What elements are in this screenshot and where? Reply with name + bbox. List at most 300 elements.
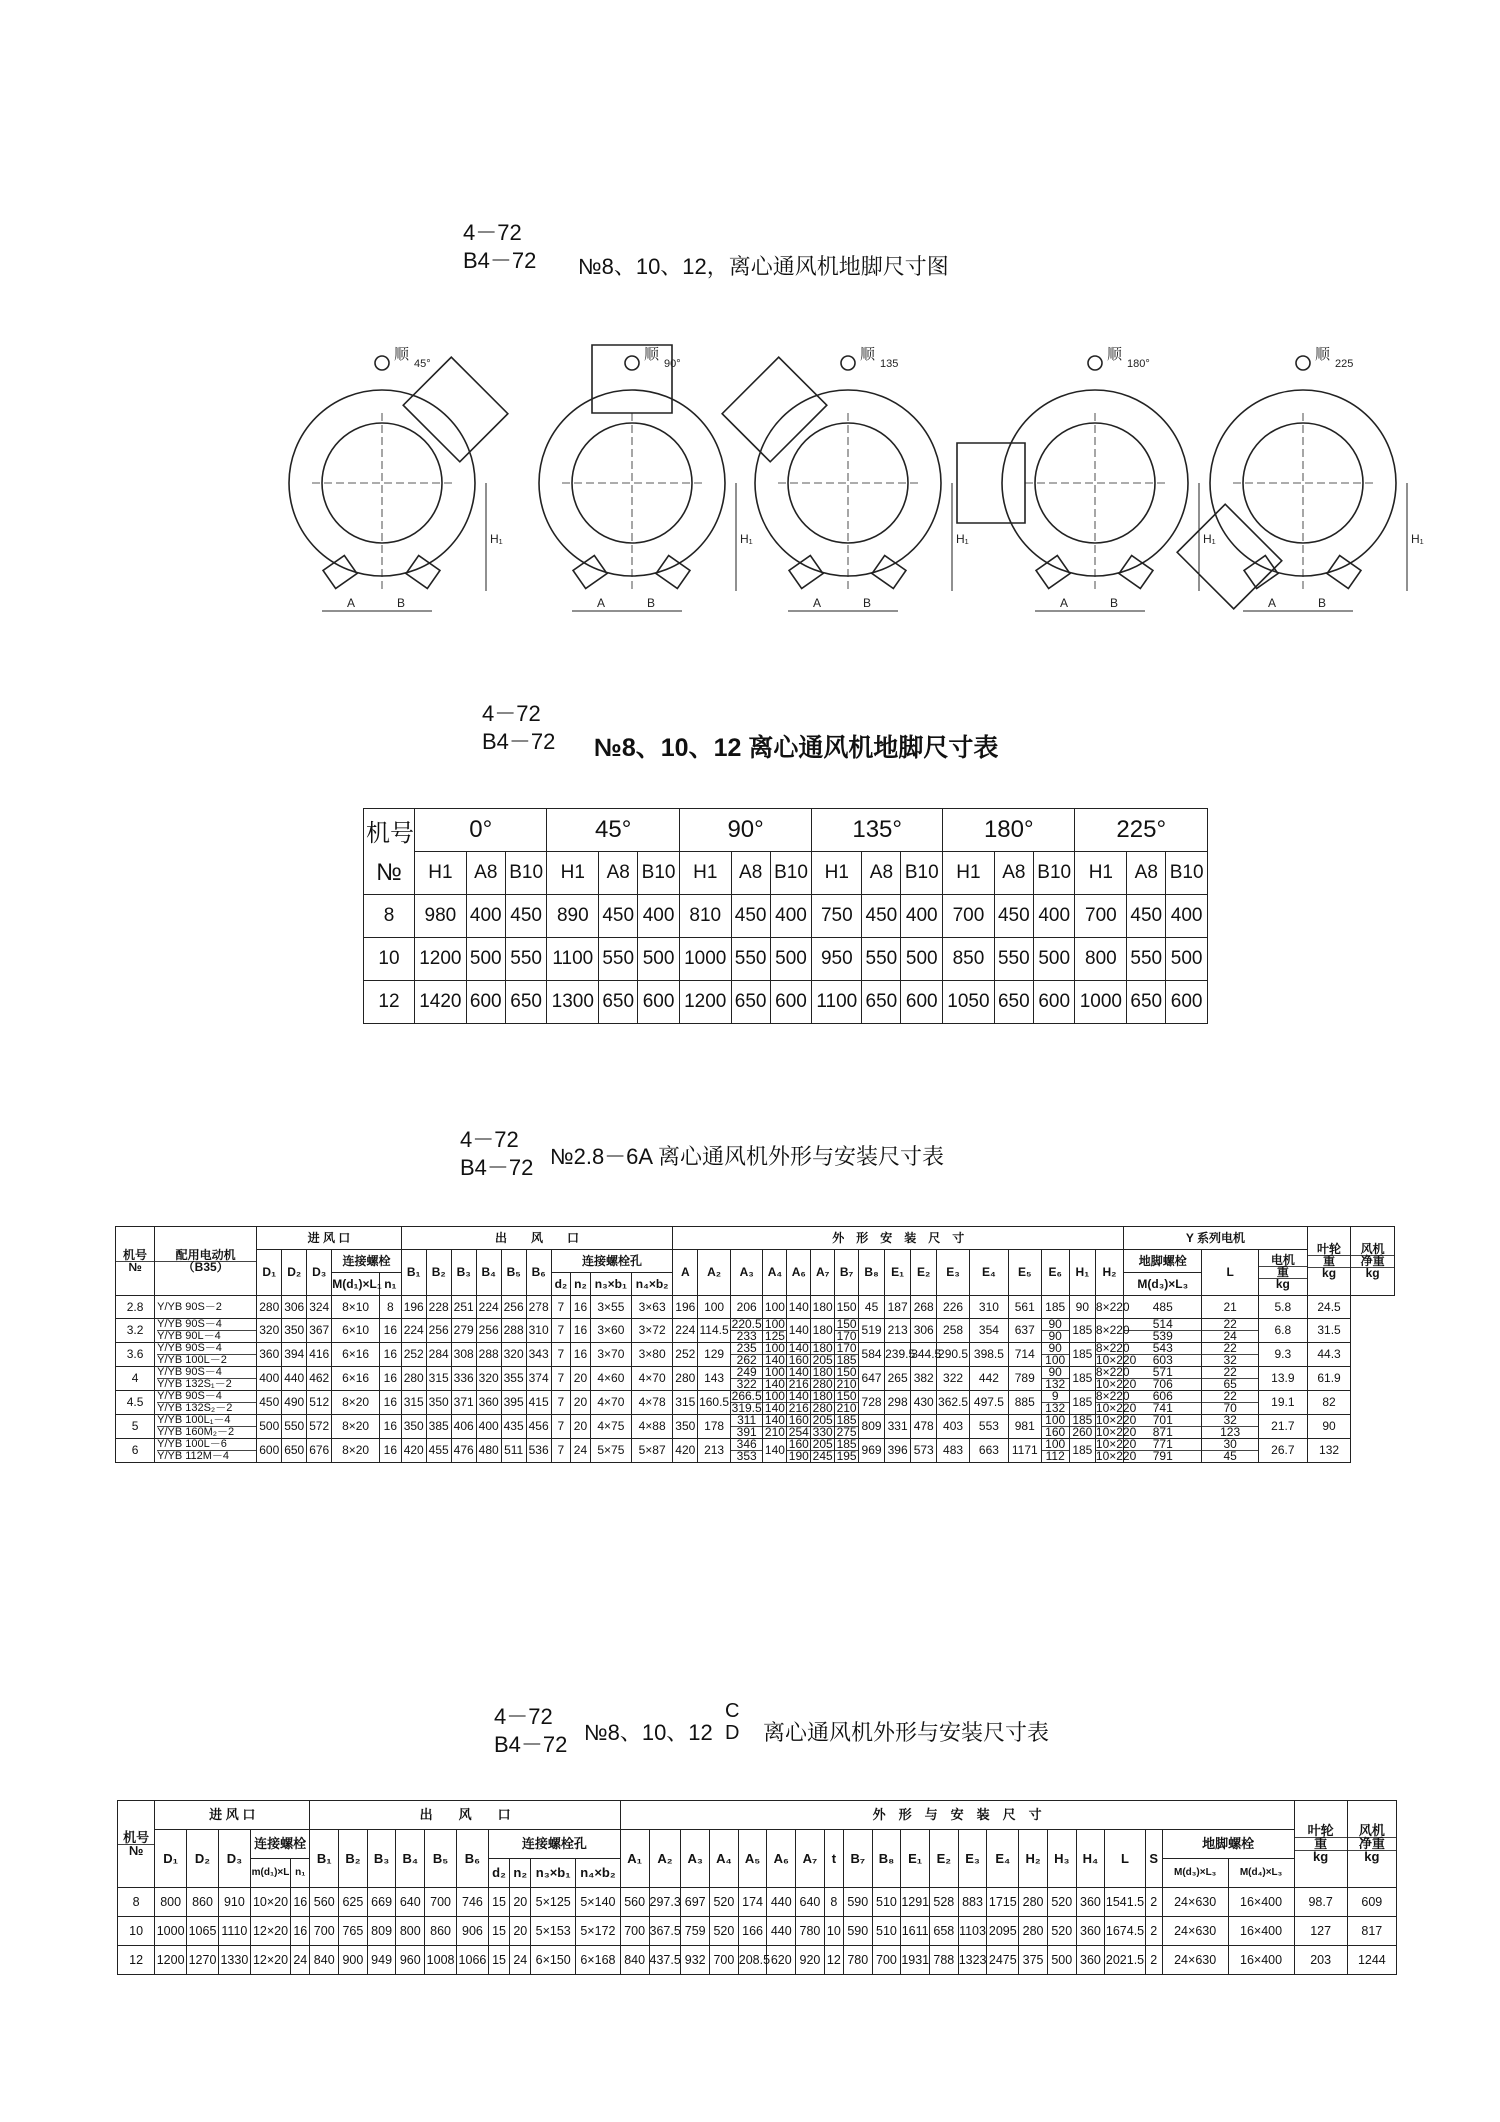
col-header: B₃ bbox=[367, 1830, 396, 1888]
stacked-values bbox=[811, 1391, 834, 1414]
value-cell: 20 bbox=[571, 1415, 591, 1439]
stacked-values bbox=[155, 1247, 256, 1274]
value-cell bbox=[787, 1415, 811, 1439]
fan-drawings-svg bbox=[270, 346, 1424, 615]
value-cell: 528 bbox=[930, 1888, 959, 1917]
header-inlet: 进 风 口 bbox=[155, 1801, 310, 1830]
stacked-values bbox=[1308, 1241, 1350, 1280]
value-cell: 590 bbox=[843, 1917, 872, 1946]
table-row bbox=[116, 1296, 1395, 1319]
header-bolt-hole: 连接螺栓孔 bbox=[488, 1830, 620, 1859]
stacked-value: 90 bbox=[1048, 1329, 1062, 1343]
value-cell: 478 bbox=[911, 1415, 937, 1439]
value-cell: 789 bbox=[1008, 1367, 1041, 1391]
value-cell bbox=[730, 1367, 763, 1391]
stacked-value: 871 bbox=[1152, 1425, 1173, 1439]
stacked-values bbox=[1348, 1825, 1396, 1863]
value-cell: 440 bbox=[282, 1367, 307, 1391]
value-cell: 208.5 bbox=[738, 1946, 767, 1975]
col-header: D₃ bbox=[218, 1830, 250, 1888]
value-cell bbox=[763, 1367, 787, 1391]
value-cell: 650 bbox=[731, 981, 770, 1024]
value-cell bbox=[1041, 1439, 1069, 1463]
value-cell: 1000 bbox=[1075, 981, 1127, 1024]
value-cell: 278 bbox=[526, 1296, 551, 1319]
col-header: B₆ bbox=[457, 1830, 489, 1888]
stacked-values bbox=[811, 1299, 834, 1314]
value-cell bbox=[1041, 1391, 1069, 1415]
value-cell: 512 bbox=[307, 1391, 332, 1415]
value-cell: 609 bbox=[1347, 1888, 1396, 1917]
value-cell: 268 bbox=[911, 1296, 937, 1319]
stacked-value: Y/YB 90S－2 bbox=[157, 1300, 222, 1313]
value-cell: 7 bbox=[551, 1319, 571, 1343]
stacked-values bbox=[835, 1343, 858, 1366]
stacked-values bbox=[116, 1247, 154, 1274]
stacked-values bbox=[835, 1299, 858, 1314]
value-cell bbox=[1069, 1415, 1095, 1439]
value-cell: 213 bbox=[698, 1439, 731, 1463]
sub-header: A8 bbox=[1127, 852, 1166, 895]
row-number: 12 bbox=[118, 1946, 155, 1975]
value-cell: 1715 bbox=[987, 1888, 1019, 1917]
stacked-values bbox=[1095, 1437, 1137, 1463]
stacked-values bbox=[763, 1367, 786, 1390]
value-cell: 960 bbox=[396, 1946, 425, 1975]
row-number: 10 bbox=[364, 938, 415, 981]
rotation-angle-label: 45° bbox=[414, 358, 431, 370]
value-cell: 284 bbox=[426, 1343, 451, 1367]
stacked-value: 8×220 bbox=[1095, 1323, 1130, 1337]
motor-models bbox=[155, 1439, 257, 1463]
stacked-values bbox=[1095, 1323, 1130, 1337]
dimension-label: H₁ bbox=[490, 532, 503, 546]
value-cell: 950 bbox=[812, 938, 862, 981]
value-cell bbox=[835, 1415, 859, 1439]
stacked-values bbox=[1042, 1367, 1069, 1390]
table-row bbox=[116, 1415, 1395, 1439]
value-cell: 560 bbox=[620, 1888, 649, 1917]
fan-foot bbox=[1036, 556, 1070, 589]
stacked-values bbox=[1202, 1439, 1258, 1462]
value-cell: 16 bbox=[380, 1319, 402, 1343]
value-cell: 160.5 bbox=[698, 1391, 731, 1415]
sub-header: B10 bbox=[1166, 852, 1208, 895]
value-cell bbox=[787, 1296, 811, 1319]
sub-header: H1 bbox=[1075, 852, 1127, 895]
value-cell bbox=[835, 1367, 859, 1391]
stacked-value: 190 bbox=[788, 1449, 809, 1463]
value-cell bbox=[1041, 1296, 1069, 1319]
value-cell: 16 bbox=[380, 1343, 402, 1367]
stacked-value: 180 bbox=[812, 1341, 833, 1355]
col-header: E₁ bbox=[885, 1250, 911, 1296]
stacked-value: 机号 bbox=[116, 1250, 154, 1262]
col-header: B₇ bbox=[843, 1830, 872, 1888]
col-header: d₂ bbox=[488, 1859, 509, 1888]
stacked-values bbox=[835, 1391, 858, 1414]
value-cell: 4×60 bbox=[590, 1367, 631, 1391]
col-header: B₁ bbox=[310, 1830, 339, 1888]
stacked-value: № bbox=[128, 1842, 144, 1858]
stacked-values bbox=[731, 1391, 763, 1414]
value-cell: 780 bbox=[843, 1946, 872, 1975]
value-cell: 143 bbox=[698, 1367, 731, 1391]
value-cell: 759 bbox=[681, 1917, 710, 1946]
stacked-values bbox=[763, 1415, 786, 1438]
stacked-values bbox=[157, 1343, 256, 1366]
value-cell bbox=[1124, 1319, 1202, 1343]
stacked-value: 140 bbox=[788, 1341, 809, 1355]
value-cell bbox=[835, 1319, 859, 1343]
stacked-value: Y/YB 90S－4 bbox=[157, 1343, 256, 1355]
dimension-label: A bbox=[1268, 596, 1277, 610]
value-cell: 600 bbox=[1033, 981, 1075, 1024]
value-cell: 1611 bbox=[901, 1917, 930, 1946]
value-cell: 700 bbox=[872, 1946, 901, 1975]
fan-drawing bbox=[722, 346, 969, 611]
stacked-value: 571 bbox=[1124, 1367, 1201, 1379]
col-header: M(d₃)×L₃ bbox=[1162, 1859, 1228, 1888]
stacked-value: Y/YB 100L₁－4 bbox=[157, 1415, 256, 1427]
header-motor-weight bbox=[1258, 1250, 1307, 1296]
fan-foot bbox=[323, 556, 357, 589]
value-cell bbox=[730, 1296, 763, 1319]
angle-header: 0° bbox=[415, 809, 547, 852]
value-cell: 344.5 bbox=[911, 1343, 937, 1367]
stacked-value: 10×220 bbox=[1095, 1353, 1137, 1367]
header-row bbox=[118, 1830, 1397, 1859]
value-cell: 279 bbox=[451, 1319, 476, 1343]
value-cell: 343 bbox=[526, 1343, 551, 1367]
stacked-values bbox=[1095, 1299, 1130, 1314]
value-cell bbox=[763, 1391, 787, 1415]
value-cell bbox=[811, 1319, 835, 1343]
value-cell: 1300 bbox=[547, 981, 599, 1024]
stacked-values bbox=[1095, 1413, 1137, 1439]
value-cell: 16 bbox=[380, 1415, 402, 1439]
value-cell: 382 bbox=[911, 1367, 937, 1391]
value-cell: 367.5 bbox=[649, 1917, 681, 1946]
value-cell: 20 bbox=[510, 1917, 531, 1946]
stacked-values bbox=[787, 1343, 810, 1366]
stacked-value: 260 bbox=[1072, 1425, 1093, 1439]
fan-foot bbox=[789, 556, 823, 589]
sub-header: A8 bbox=[599, 852, 638, 895]
stacked-value: 150 bbox=[836, 1317, 857, 1331]
value-cell: 45 bbox=[859, 1296, 885, 1319]
value-cell bbox=[1202, 1367, 1259, 1391]
value-cell: 185 bbox=[1069, 1439, 1095, 1463]
value-cell: 256 bbox=[426, 1319, 451, 1343]
stacked-value: kg bbox=[1365, 1265, 1380, 1280]
value-cell: 640 bbox=[796, 1888, 825, 1917]
col-header: D₂ bbox=[187, 1830, 219, 1888]
col-header: A₄ bbox=[710, 1830, 739, 1888]
value-cell: 885 bbox=[1008, 1391, 1041, 1415]
col-header: B₄ bbox=[476, 1250, 501, 1296]
col-header: A₁ bbox=[620, 1830, 649, 1888]
value-cell: 750 bbox=[812, 895, 862, 938]
value-cell: 650 bbox=[282, 1439, 307, 1463]
table3-model-label bbox=[494, 1703, 567, 1759]
value-cell: 24.5 bbox=[1307, 1296, 1350, 1319]
stacked-values bbox=[787, 1439, 810, 1462]
value-cell: 700 bbox=[943, 895, 995, 938]
value-cell: 437.5 bbox=[649, 1946, 681, 1975]
stacked-value: 249 bbox=[731, 1367, 763, 1379]
stacked-value: 539 bbox=[1152, 1329, 1173, 1343]
value-cell: 2 bbox=[1145, 1888, 1162, 1917]
stacked-value: 280 bbox=[812, 1401, 833, 1415]
value-cell: 5×140 bbox=[576, 1888, 621, 1917]
value-cell: 6×150 bbox=[531, 1946, 576, 1975]
col-header: H₂ bbox=[1095, 1250, 1123, 1296]
value-cell: 10×20 bbox=[250, 1888, 290, 1917]
col-header: A bbox=[673, 1250, 698, 1296]
value-cell: 166 bbox=[738, 1917, 767, 1946]
value-cell: 600 bbox=[1166, 981, 1208, 1024]
dimension-label: B bbox=[1318, 596, 1327, 610]
stacked-value: Y/YB 100L－6 bbox=[157, 1439, 256, 1451]
value-cell: 16 bbox=[571, 1319, 591, 1343]
value-cell: 600 bbox=[257, 1439, 282, 1463]
stacked-values bbox=[1124, 1299, 1201, 1314]
value-cell: 8×10 bbox=[332, 1296, 380, 1319]
value-cell: 196 bbox=[673, 1296, 698, 1319]
stacked-value: 70 bbox=[1223, 1401, 1237, 1415]
value-cell: 16×400 bbox=[1228, 1946, 1294, 1975]
stacked-value: 543 bbox=[1124, 1343, 1201, 1355]
col-header: H₁ bbox=[1069, 1250, 1095, 1296]
header-inlet: 进 风 口 bbox=[257, 1227, 401, 1250]
angle-header: 225° bbox=[1075, 809, 1208, 852]
stacked-value: Y/YB 90L－4 bbox=[157, 1330, 221, 1342]
fan-lifting-lug bbox=[625, 356, 639, 370]
value-cell: 700 bbox=[1075, 895, 1127, 938]
col-header: H₃ bbox=[1047, 1830, 1076, 1888]
stacked-value: 8×220 bbox=[1095, 1365, 1130, 1379]
stacked-value: 353 bbox=[736, 1449, 757, 1463]
sub-header: A8 bbox=[862, 852, 901, 895]
value-cell: 4×88 bbox=[632, 1415, 673, 1439]
sub-header: H1 bbox=[547, 852, 599, 895]
col-header: d₂ bbox=[551, 1273, 571, 1296]
value-cell: 450 bbox=[731, 895, 770, 938]
stacked-values bbox=[157, 1415, 256, 1438]
motor-models bbox=[155, 1367, 257, 1391]
sub-header: H1 bbox=[679, 852, 731, 895]
motor-models bbox=[155, 1415, 257, 1439]
value-cell: 308 bbox=[451, 1343, 476, 1367]
fan-lifting-lug bbox=[1088, 356, 1102, 370]
dimension-label: A bbox=[597, 596, 606, 610]
value-cell: 520 bbox=[710, 1917, 739, 1946]
value-cell: 6×16 bbox=[332, 1367, 380, 1391]
stacked-value: 90 bbox=[1042, 1343, 1069, 1355]
stacked-value: 22 bbox=[1202, 1367, 1258, 1379]
value-cell bbox=[730, 1439, 763, 1463]
value-cell: 1270 bbox=[187, 1946, 219, 1975]
value-cell: 15 bbox=[488, 1888, 509, 1917]
stacked-value: 185 bbox=[836, 1413, 857, 1427]
stacked-value: 10×220 bbox=[1095, 1401, 1137, 1415]
value-cell: 450 bbox=[257, 1391, 282, 1415]
value-cell: 669 bbox=[367, 1888, 396, 1917]
value-cell: 561 bbox=[1008, 1296, 1041, 1319]
value-cell: 1931 bbox=[901, 1946, 930, 1975]
table-row bbox=[364, 895, 1208, 938]
value-cell bbox=[1202, 1391, 1259, 1415]
foot-bolt-cell bbox=[1095, 1341, 1137, 1367]
stacked-value: 210 bbox=[836, 1401, 857, 1415]
stacked-values bbox=[1351, 1241, 1394, 1280]
value-cell: 8 bbox=[824, 1888, 843, 1917]
col-header: L bbox=[1105, 1830, 1145, 1888]
value-cell: 290.5 bbox=[937, 1343, 970, 1367]
row-number: 2.8 bbox=[116, 1296, 155, 1319]
header-motor bbox=[155, 1227, 257, 1296]
drawing-model-label bbox=[463, 219, 536, 275]
value-cell: 350 bbox=[673, 1415, 698, 1439]
value-cell: 2021.5 bbox=[1105, 1946, 1145, 1975]
stacked-value: 100 bbox=[764, 1299, 785, 1314]
row-number: 4 bbox=[116, 1367, 155, 1391]
value-cell: 840 bbox=[310, 1946, 339, 1975]
value-cell: 883 bbox=[958, 1888, 987, 1917]
drawing-title: №8、10、12，离心通风机地脚尺寸图 bbox=[578, 254, 949, 279]
stacked-value: 160 bbox=[788, 1353, 809, 1367]
stacked-values bbox=[157, 1302, 256, 1313]
value-cell: 400 bbox=[257, 1367, 282, 1391]
value-cell: 1171 bbox=[1008, 1439, 1041, 1463]
value-cell: 400 bbox=[770, 895, 812, 938]
value-cell bbox=[730, 1343, 763, 1367]
value-cell: 8×20 bbox=[332, 1439, 380, 1463]
col-header: n₁ bbox=[380, 1273, 402, 1296]
value-cell: 13.9 bbox=[1258, 1367, 1307, 1391]
value-cell: 82 bbox=[1307, 1391, 1350, 1415]
stacked-value: 8×220 bbox=[1095, 1341, 1130, 1355]
value-cell: 16 bbox=[291, 1888, 310, 1917]
sub-header: B10 bbox=[1033, 852, 1075, 895]
dimension-label: B bbox=[863, 596, 872, 610]
value-cell: 920 bbox=[796, 1946, 825, 1975]
sub-header: B10 bbox=[505, 852, 547, 895]
value-cell: 5×125 bbox=[531, 1888, 576, 1917]
stacked-value: 150 bbox=[836, 1365, 857, 1379]
value-cell: 435 bbox=[501, 1415, 526, 1439]
stacked-value: 170 bbox=[836, 1341, 857, 1355]
fan-drawing bbox=[289, 346, 508, 611]
value-cell: 252 bbox=[673, 1343, 698, 1367]
model-top: 4－72 bbox=[460, 1127, 519, 1152]
value-cell: 298 bbox=[885, 1391, 911, 1415]
value-cell: 320 bbox=[257, 1319, 282, 1343]
col-header: E₅ bbox=[1008, 1250, 1041, 1296]
value-cell bbox=[763, 1319, 787, 1343]
table3-title-b: 离心通风机外形与安装尺寸表 bbox=[763, 1720, 1050, 1745]
col-header: A₇ bbox=[796, 1830, 825, 1888]
stacked-values bbox=[157, 1439, 256, 1462]
value-cell: 476 bbox=[451, 1439, 476, 1463]
value-cell: 500 bbox=[638, 938, 680, 981]
header-bolt: 连接螺栓 bbox=[332, 1250, 402, 1273]
sub-header: H1 bbox=[415, 852, 467, 895]
table3-title-a: №8、10、12 bbox=[584, 1720, 713, 1745]
stacked-value: 254 bbox=[788, 1425, 809, 1439]
value-cell: 360 bbox=[476, 1391, 501, 1415]
col-header: B₃ bbox=[451, 1250, 476, 1296]
value-cell: 1000 bbox=[679, 938, 731, 981]
stacked-value: 180 bbox=[812, 1323, 833, 1337]
value-cell: 600 bbox=[901, 981, 943, 1024]
value-cell bbox=[1202, 1415, 1259, 1439]
stacked-value: 180 bbox=[812, 1389, 833, 1403]
col-header: B₂ bbox=[426, 1250, 451, 1296]
value-cell: 510 bbox=[872, 1917, 901, 1946]
stacked-values bbox=[1095, 1365, 1137, 1391]
value-cell: 5.8 bbox=[1258, 1296, 1307, 1319]
stacked-values bbox=[835, 1439, 858, 1462]
value-cell: 24×630 bbox=[1162, 1917, 1228, 1946]
sub-header: B10 bbox=[901, 852, 943, 895]
value-cell: 320 bbox=[501, 1343, 526, 1367]
value-cell: 9.3 bbox=[1258, 1343, 1307, 1367]
value-cell: 519 bbox=[859, 1319, 885, 1343]
value-cell: 288 bbox=[476, 1343, 501, 1367]
row-number: 6 bbox=[116, 1439, 155, 1463]
value-cell: 676 bbox=[307, 1439, 332, 1463]
value-cell bbox=[787, 1439, 811, 1463]
stacked-value: 风机 bbox=[1348, 1825, 1396, 1838]
value-cell: 932 bbox=[681, 1946, 710, 1975]
value-cell: 572 bbox=[307, 1415, 332, 1439]
stacked-value: 205 bbox=[812, 1413, 833, 1427]
rotation-direction-label: 顺 bbox=[394, 346, 410, 363]
header-no bbox=[116, 1227, 155, 1296]
value-cell: 331 bbox=[885, 1415, 911, 1439]
value-cell: 483 bbox=[937, 1439, 970, 1463]
stacked-value: Y/YB 112M－4 bbox=[157, 1450, 230, 1462]
value-cell: 280 bbox=[1019, 1888, 1048, 1917]
value-cell: 1200 bbox=[155, 1946, 187, 1975]
value-cell: 16 bbox=[380, 1439, 402, 1463]
value-cell: 590 bbox=[843, 1888, 872, 1917]
value-cell: 625 bbox=[339, 1888, 368, 1917]
value-cell: 350 bbox=[401, 1415, 426, 1439]
value-cell: 550 bbox=[862, 938, 901, 981]
value-cell: 1541.5 bbox=[1105, 1888, 1145, 1917]
value-cell: 658 bbox=[930, 1917, 959, 1946]
value-cell: 280 bbox=[673, 1367, 698, 1391]
value-cell: 4×78 bbox=[632, 1391, 673, 1415]
value-cell: 360 bbox=[1076, 1888, 1105, 1917]
value-cell: 1244 bbox=[1347, 1946, 1396, 1975]
value-cell: 256 bbox=[501, 1296, 526, 1319]
value-cell: 44.3 bbox=[1307, 1343, 1350, 1367]
value-cell: 440 bbox=[767, 1888, 796, 1917]
stacked-value: 风机 bbox=[1351, 1244, 1394, 1256]
value-cell bbox=[1041, 1415, 1069, 1439]
value-cell: 24 bbox=[291, 1946, 310, 1975]
value-cell: 500 bbox=[257, 1415, 282, 1439]
value-cell: 728 bbox=[859, 1391, 885, 1415]
value-cell bbox=[811, 1367, 835, 1391]
stacked-value: 22 bbox=[1202, 1319, 1258, 1331]
value-cell: 360 bbox=[257, 1343, 282, 1367]
stacked-value: 10×220 bbox=[1095, 1425, 1137, 1439]
